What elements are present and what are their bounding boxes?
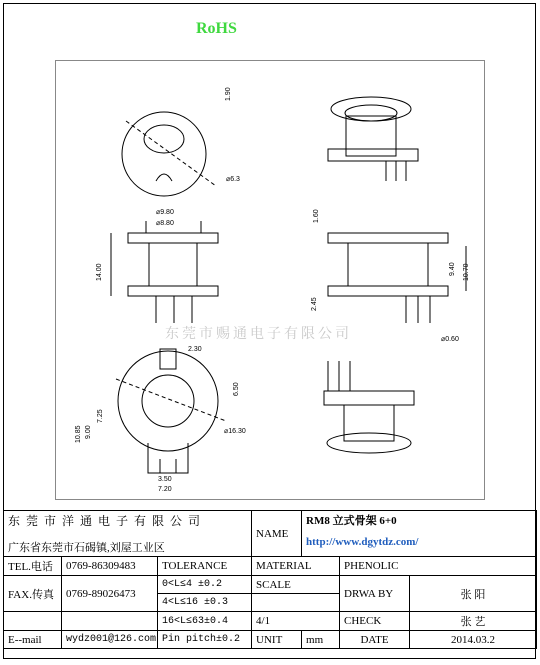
tolerance-3: 16<L≤63±0.4 [158,612,252,631]
side-view [328,233,466,323]
check-label: CHECK [340,612,410,631]
isometric-top-view [328,97,418,181]
dim-c2: ⌀8.80 [156,220,174,227]
scale-blank [252,594,340,612]
unit-value: mm [302,631,340,649]
dim-f: 14.00 [96,263,103,281]
name-cell [302,511,537,557]
email-label: E--mail [4,631,62,649]
pin-pitch: Pin pitch±0.2 [158,631,252,649]
dim-x: 2.30 [188,346,202,353]
dim-h2: 10.70 [463,263,470,281]
drawn-by: 张 阳 [410,576,537,612]
dim-j: ⌀0.60 [441,336,459,343]
dim-h1: 9.40 [449,262,456,276]
bottom-view [116,349,226,473]
product-name: RM8 立式骨架 6+0 [306,515,397,527]
dim-l: 6.50 [233,382,240,396]
rohs-label: RoHS [196,20,237,37]
fax-label: FAX.传真 [4,576,62,612]
material-label: MATERIAL [252,557,340,576]
unit-label: UNIT [252,631,302,649]
dim-r2: 7.20 [158,486,172,493]
isometric-bottom-view [324,361,414,453]
company-address: 广东省东莞市石碣镇,刘屋工业区 [8,542,165,554]
watermark: 东莞市赐通电子有限公司 [165,326,352,342]
tolerance-1: 0<L≤4 ±0.2 [158,576,252,594]
dim-b: ⌀6.3 [226,176,240,183]
name-label: NAME [252,511,302,557]
dim-p1: 10.85 [75,425,82,443]
drawing-svg [56,61,486,501]
scale-value: 4/1 [252,612,340,631]
date-label: DATE [340,631,410,649]
company-name: 东莞市洋通电子有限公司 [8,514,207,528]
drawn-label: DRWA BY [340,576,410,612]
dim-c1: ⌀9.80 [156,209,174,216]
checked-by: 张 艺 [410,612,537,631]
technical-drawing [55,60,485,500]
title-block [3,510,537,649]
email-value: wydz001@126.com [62,631,158,649]
company-url[interactable]: http://www.dgytdz.com/ [306,536,419,548]
dim-p3: 7.25 [97,409,104,423]
fax-value: 0769-89026473 [62,576,158,612]
fax-blank-2 [62,612,158,631]
dim-p2: 9.00 [85,425,92,439]
tel-value: 0769-86309483 [62,557,158,576]
dim-m: ⌀16.30 [224,428,246,435]
dim-a: 1.90 [225,87,232,101]
top-view [122,112,216,196]
dim-e: 1.60 [313,209,320,223]
tolerance-2: 4<L≤16 ±0.3 [158,594,252,612]
date-value: 2014.03.2 [410,631,537,649]
material-value: PHENOLIC [340,557,537,576]
tel-label: TEL.电话 [4,557,62,576]
dim-r1: 3.50 [158,476,172,483]
dim-g: 2.45 [311,297,318,311]
tolerance-label: TOLERANCE [158,557,252,576]
scale-label: SCALE [252,576,340,594]
fax-blank-1 [4,612,62,631]
company-cell [4,511,252,557]
front-view [111,221,218,323]
